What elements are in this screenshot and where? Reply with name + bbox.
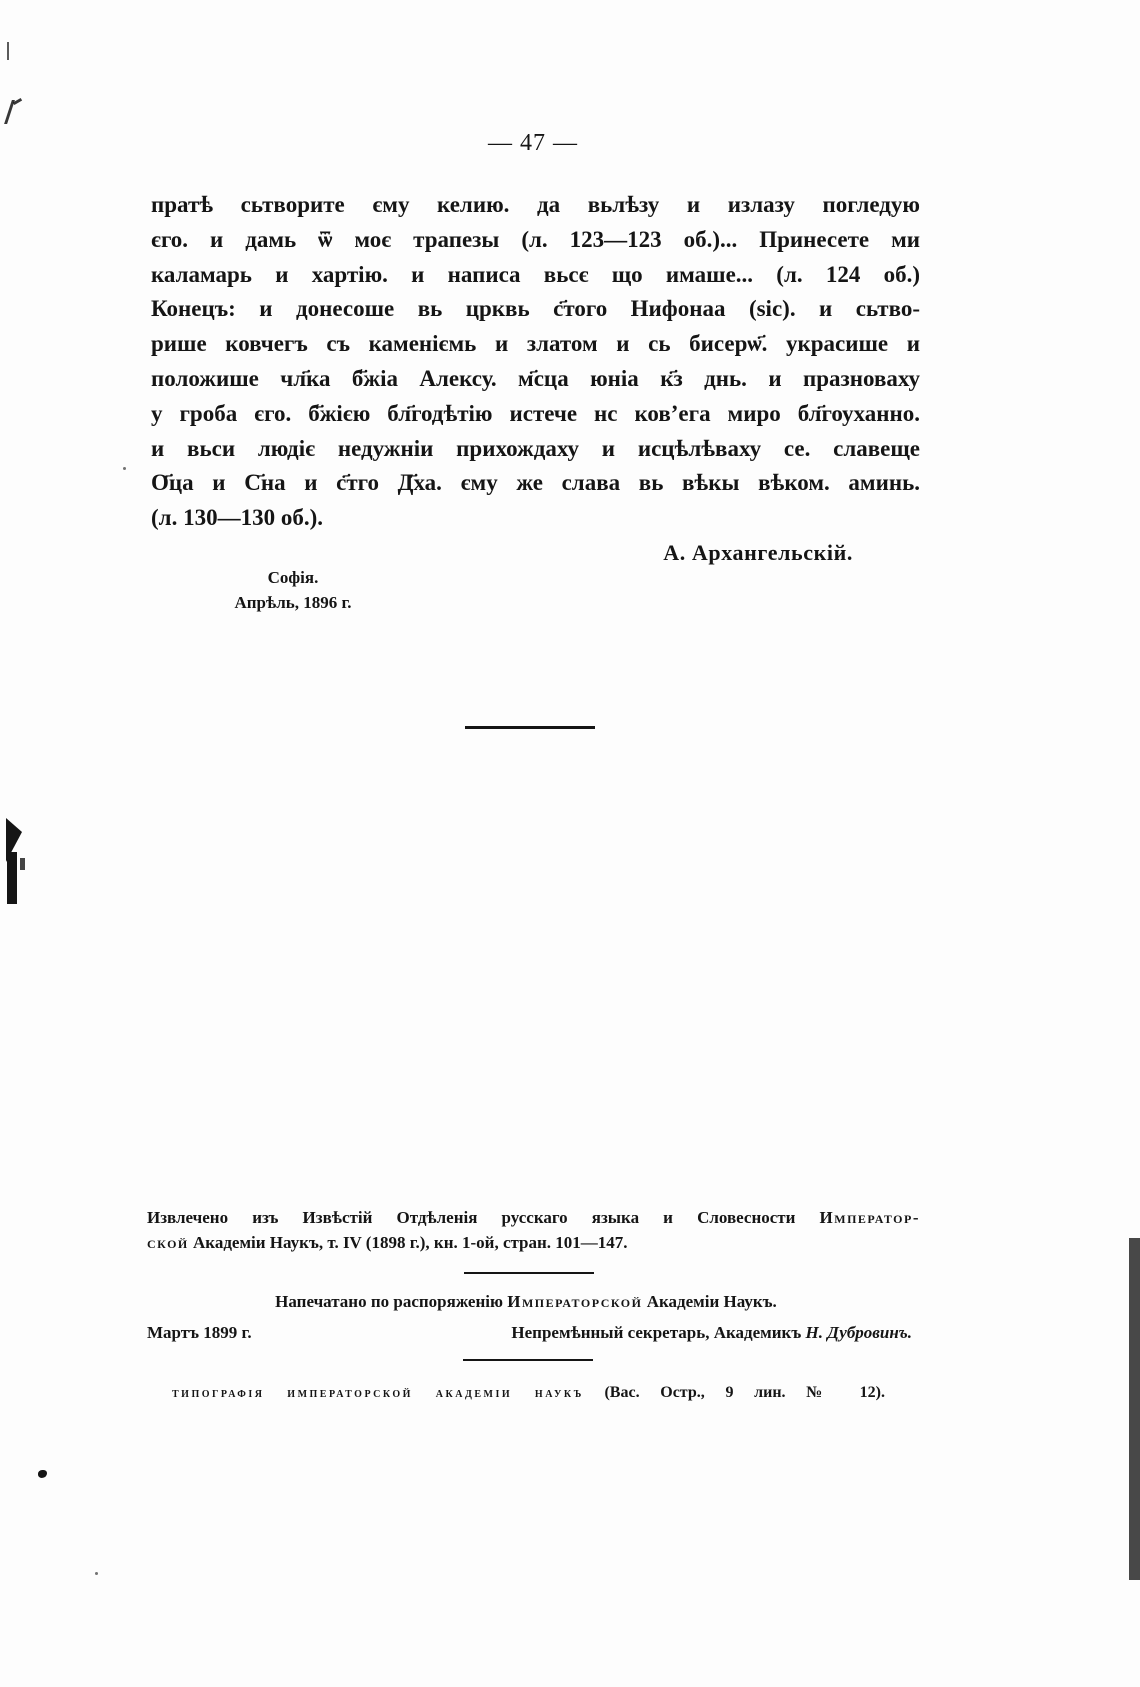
extract-notice-caps: Император- — [819, 1208, 920, 1227]
text-line: (л. 130—130 об.). — [151, 505, 323, 531]
secretary-title: Непремѣнный секретарь, Академикъ — [511, 1323, 806, 1342]
printing-authorization-caps: Императорской — [507, 1292, 643, 1311]
scan-mark — [7, 42, 9, 60]
text-line: пратѣ сьтворите єму келию. да вьлѣзу и излазу погледую — [151, 192, 920, 217]
extract-notice-text: Академіи Наукъ, т. IV (1898 г.), кн. 1-ой, стран. 101—147. — [188, 1233, 628, 1252]
colophon-divider — [464, 1272, 594, 1274]
extract-notice-text: Извлечено изъ Извѣстій Отдѣленія русскаго языка и Словесности — [147, 1208, 820, 1227]
scan-mark — [38, 1470, 47, 1478]
secretary-name: Н. Дубровинъ. — [805, 1323, 912, 1342]
scan-mark — [7, 852, 17, 904]
colophon-divider — [463, 1359, 593, 1361]
extract-notice-caps: ской — [147, 1233, 189, 1252]
printer-name: типографія императорской академіи наукъ — [172, 1385, 584, 1401]
text-line: Конецъ: и донесоше вь црквь с҃того Нифонаа (sic). и сьтво- — [151, 296, 920, 322]
section-divider — [465, 726, 595, 729]
printing-date: Мартъ 1899 г. — [147, 1323, 252, 1342]
date-of-writing: Апрѣль, 1896 г. — [234, 593, 352, 612]
printer-address: (Вас. Остр., 9 лин. № 12). — [583, 1384, 885, 1401]
text-line: О҃ца и С҃на и с҃тго Д҃ха. єму же слава вь вѣкы вѣком. аминь. — [151, 470, 920, 496]
text-line: у гроба єго. б҃жією бл҃годѣтію истече нс ковʼега миро бл҃гоуханно. — [151, 400, 920, 426]
text-line: єго. и дамь ѿ моє трапезы (л. 123—123 об.)... Принесете ми — [151, 226, 920, 252]
printing-authorization-text: Напечатано по распоряженію — [275, 1292, 508, 1311]
printing-authorization-text: Академіи Наукъ. — [642, 1292, 777, 1311]
author-signature: А. Архангельскій. — [663, 540, 853, 565]
text-line: и вьси людіє недужніи прихождаху и исцѣлѣваху се. славеще — [151, 435, 920, 461]
text-line: рише ковчегъ съ каменіємь и златом и сь бисерѡ҃. украсише и — [151, 331, 920, 357]
printer-imprint — [172, 1381, 885, 1405]
text-line: каламарь и хартію. и написа вьсє що имаше... (л. 124 об.) — [151, 261, 920, 287]
scan-mark — [123, 467, 126, 470]
place-of-writing: Софія. — [267, 568, 319, 587]
printing-authorization — [200, 1290, 852, 1314]
text-line: положише чл҃ка б҃жіа Алексу. м҃сца юніа к҃з днь. и празноваху — [151, 365, 920, 391]
scan-mark — [20, 858, 25, 870]
extract-notice-line-1 — [147, 1206, 920, 1230]
scan-edge-shadow — [1129, 1238, 1140, 1580]
scan-mark — [95, 1572, 98, 1575]
main-text-block — [151, 188, 920, 536]
page-number: — 47 — — [488, 130, 578, 156]
secretary-credit — [410, 1321, 912, 1345]
extract-notice-line-2 — [147, 1231, 628, 1255]
